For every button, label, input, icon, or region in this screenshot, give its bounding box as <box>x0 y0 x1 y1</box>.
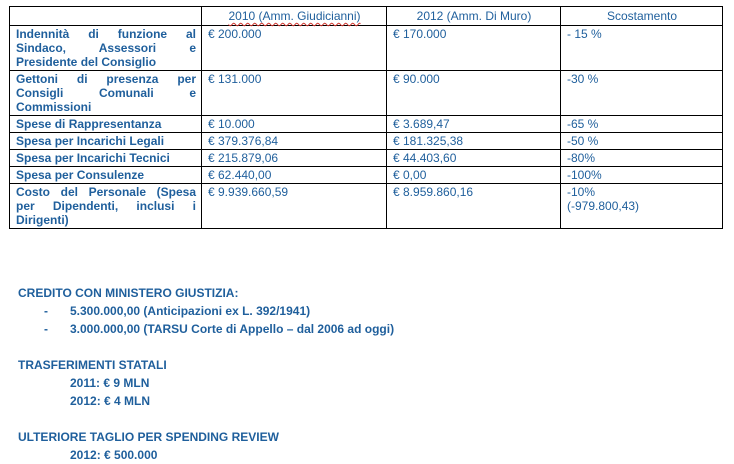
header-2010-text: 2010 (Amm. Giudicianni) <box>228 9 361 23</box>
row-delta: -50 % <box>561 133 723 150</box>
row-delta: -80% <box>561 150 723 167</box>
header-2012: 2012 (Amm. Di Muro) <box>387 7 561 26</box>
row-value-2012: € 0,00 <box>387 167 561 184</box>
credito-item: 3.000.000,00 (TARSU Corte di Appello – dal 2006 ad oggi) <box>70 322 395 336</box>
row-label: Spesa per Incarichi Legali <box>10 133 202 150</box>
row-value-2010: € 379.376,84 <box>202 133 387 150</box>
table-row <box>10 133 723 150</box>
row-delta <box>561 184 723 229</box>
comparison-table <box>9 6 723 229</box>
trasferimenti-item: 2012: € 4 MLN <box>70 394 151 408</box>
row-delta: -65 % <box>561 116 723 133</box>
row-value-2010: € 62.440,00 <box>202 167 387 184</box>
taglio-item: 2012: € 500.000 <box>70 448 158 462</box>
row-value-2010: € 131.000 <box>202 71 387 116</box>
credito-title: CREDITO CON MINISTERO GIUSTIZIA: <box>18 286 239 300</box>
header-2010 <box>202 7 387 26</box>
row-value-2012: € 181.325,38 <box>387 133 561 150</box>
row-value-2010: € 10.000 <box>202 116 387 133</box>
table-row <box>10 167 723 184</box>
table-row <box>10 150 723 167</box>
trasferimenti-item: 2011: € 9 MLN <box>70 376 150 390</box>
row-value-2012: € 3.689,47 <box>387 116 561 133</box>
list-item <box>18 320 718 338</box>
list-item <box>18 302 718 320</box>
row-label: Costo del Personale (Spesa per Dipendenti, inclusi i Dirigenti) <box>10 184 202 229</box>
row-label: Spesa per Incarichi Tecnici <box>10 150 202 167</box>
spacer <box>18 338 718 356</box>
row-value-2010: € 215.879,06 <box>202 150 387 167</box>
header-blank-cell <box>10 7 202 26</box>
row-delta-amount: (-979.800,43) <box>567 199 640 213</box>
taglio-title: ULTERIORE TAGLIO PER SPENDING REVIEW <box>18 430 279 444</box>
table-header-row <box>10 7 723 26</box>
notes-section <box>18 284 718 464</box>
row-delta: -30 % <box>561 71 723 116</box>
row-label: Spesa per Consulenze <box>10 167 202 184</box>
row-label: Spese di Rappresentanza <box>10 116 202 133</box>
table-row <box>10 26 723 71</box>
row-value-2010: € 200.000 <box>202 26 387 71</box>
row-value-2012: € 170.000 <box>387 26 561 71</box>
credito-item: 5.300.000,00 (Anticipazioni ex L. 392/1941) <box>70 304 311 318</box>
bullet-dash: - <box>44 304 48 318</box>
row-label: Gettoni di presenza per Consigli Comunali e Commissioni <box>10 71 202 116</box>
row-label: Indennità di funzione al Sindaco, Assessori e Presidente del Consiglio <box>10 26 202 71</box>
row-value-2010: € 9.939.660,59 <box>202 184 387 229</box>
row-delta-percent: -10% <box>567 185 596 199</box>
row-value-2012: € 44.403,60 <box>387 150 561 167</box>
table-row <box>10 71 723 116</box>
bullet-dash: - <box>44 322 48 336</box>
row-value-2012: € 90.000 <box>387 71 561 116</box>
row-delta: -100% <box>561 167 723 184</box>
trasferimenti-title: TRASFERIMENTI STATALI <box>18 358 167 372</box>
spacer <box>18 410 718 428</box>
table-row <box>10 184 723 229</box>
table-row <box>10 116 723 133</box>
header-scostamento: Scostamento <box>561 7 723 26</box>
row-value-2012: € 8.959.860,16 <box>387 184 561 229</box>
row-delta: - 15 % <box>561 26 723 71</box>
